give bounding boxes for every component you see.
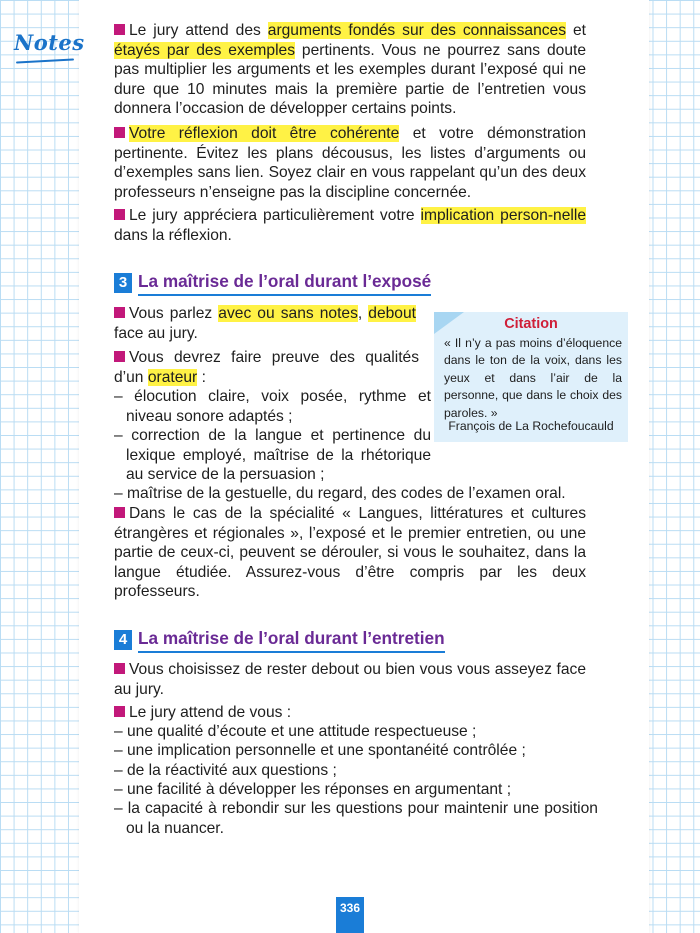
section-3-heading bbox=[114, 272, 431, 294]
intro-paragraph-1: Le jury attend des arguments fondés sur des connaissances et étayés par des exemples pertinents. Vous ne pourrez sans doute pas multiplier les arguments et les exemples durant l’exposé qui ne dure que 10 minutes mais la première partie de l’entretien vous donnera l’occasion de développer certains points. bbox=[114, 22, 586, 118]
section-4-paragraph-2: Le jury attend de vous : bbox=[114, 703, 586, 723]
section-number-badge: 3 bbox=[114, 273, 132, 293]
list-item: – une qualité d’écoute et une attitude respectueuse ; bbox=[114, 723, 477, 740]
bullet-square-icon bbox=[114, 507, 125, 518]
citation-quote: « Il n’y a pas moins d’éloquence dans le ton de la voix, dans les yeux et dans l’air de la personne, que dans le choix des paroles. » bbox=[444, 336, 622, 420]
list-item: – maîtrise de la gestuelle, du regard, des codes de l’examen oral. bbox=[114, 485, 566, 502]
section-3-paragraph-2: Vous devrez faire preuve des qualités d’un orateur : bbox=[114, 349, 419, 386]
section-title: La maîtrise de l’oral durant l’exposé bbox=[138, 271, 431, 296]
list-item: – une implication personnelle et une spontanéité contrôlée ; bbox=[114, 742, 526, 759]
list-item: – la capacité à rebondir sur les questions pour maintenir une position ou la nuancer. bbox=[114, 800, 598, 837]
bullet-square-icon bbox=[114, 351, 125, 362]
citation-corner-tab bbox=[434, 312, 464, 334]
list-item: – une facilité à développer les réponses en argumentant ; bbox=[114, 781, 512, 798]
highlight: étayés par des exemples bbox=[114, 41, 296, 59]
intro-paragraph-3: Le jury appréciera particulièrement votre implication person-nelle dans la réflexion. bbox=[114, 207, 586, 244]
notes-underline bbox=[16, 58, 74, 63]
citation-title: Citation bbox=[504, 316, 558, 332]
highlight: debout bbox=[368, 305, 416, 322]
bullet-square-icon bbox=[114, 307, 125, 318]
bullet-square-icon bbox=[114, 706, 125, 717]
citation-author: François de La Rochefoucauld bbox=[448, 419, 614, 433]
section-title: La maîtrise de l’oral durant l’entretien bbox=[138, 628, 445, 653]
highlight: Votre réflexion doit être cohérente bbox=[129, 125, 400, 142]
highlight: avec ou sans notes bbox=[218, 305, 358, 322]
section-4-heading bbox=[114, 629, 445, 651]
intro-paragraph-2: Votre réflexion doit être cohérente et votre démonstration pertinente. Évitez les plans décousus, les listes d’arguments ou d’exemples sans lien. Soyez clair en vous rappelant qu’un des deux professeurs n’enseigne pas la discipline concernée. bbox=[114, 125, 586, 201]
highlight: nelle bbox=[553, 207, 586, 224]
section-number-badge: 4 bbox=[114, 630, 132, 650]
notes-label: Notes bbox=[14, 30, 85, 55]
highlight: arguments fondés sur des connaissances bbox=[267, 22, 567, 39]
list-item: – élocution claire, voix posée, rythme et niveau sonore adaptés ; bbox=[114, 388, 431, 425]
highlight: orateur bbox=[147, 368, 198, 386]
bullet-square-icon bbox=[114, 127, 125, 138]
bullet-square-icon bbox=[114, 209, 125, 220]
section-4-paragraph-1: Vous choisissez de rester debout ou bien vous vous asseyez face au jury. bbox=[114, 661, 586, 698]
page-number: 336 bbox=[336, 897, 364, 933]
list-item: – correction de la langue et pertinence du lexique employé, maîtrise de la rhétorique au service de la persuasion ; bbox=[114, 427, 431, 484]
list-item: – de la réactivité aux questions ; bbox=[114, 762, 337, 779]
section-3-paragraph-3: Dans le cas de la spécialité « Langues, littératures et cultures étrangères et régionales », l’exposé et le premier entretien, ou une partie de ceux-ci, peuvent se dérouler, si vous le souhaitez, dans la langue étudiée. Assurez-vous d’être compris par les deux professeurs. bbox=[114, 505, 586, 601]
bullet-square-icon bbox=[114, 24, 125, 35]
highlight: implication person- bbox=[420, 207, 554, 224]
section-3-paragraph-1: Vous parlez avec ou sans notes, debout face au jury. bbox=[114, 305, 416, 342]
bullet-square-icon bbox=[114, 663, 125, 674]
